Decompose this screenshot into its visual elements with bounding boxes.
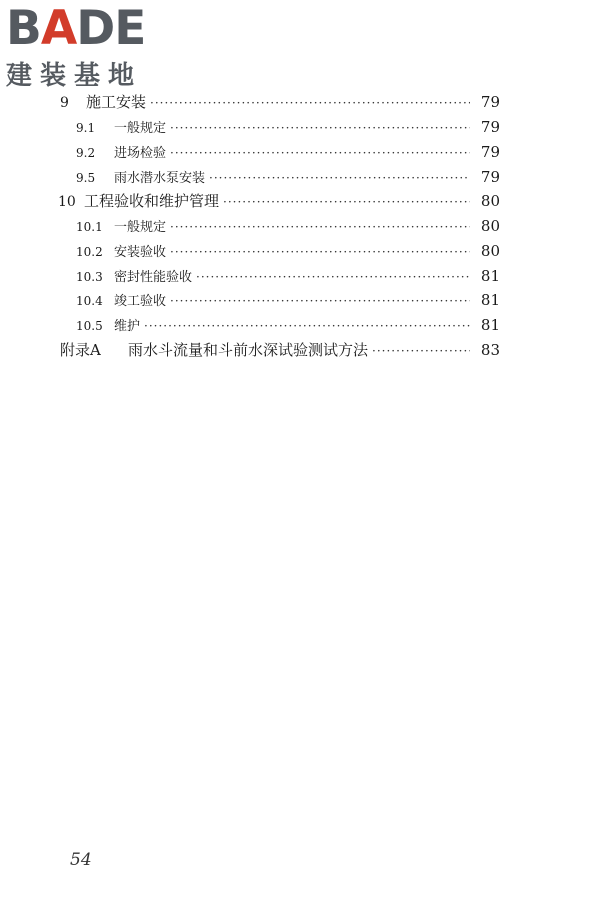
toc-entry-page: 79 [480, 93, 500, 111]
toc-entry-title: 一般规定 [114, 121, 167, 136]
toc-dot-leader [170, 240, 470, 264]
toc-dot-leader [196, 265, 470, 289]
toc-entry-page: 80 [480, 192, 500, 210]
toc-dot-leader [223, 190, 470, 214]
toc-entry-page: 80 [480, 242, 500, 260]
logo-brand-a: A [40, 1, 77, 56]
toc-entry [58, 189, 500, 213]
toc-entry-number: 10.3 [76, 270, 103, 284]
toc-dot-leader [144, 314, 470, 338]
toc-entry-number: 9 [60, 95, 69, 111]
toc-entry [76, 214, 500, 238]
toc-dot-leader [209, 166, 470, 190]
toc-entry-page: 81 [480, 291, 500, 309]
toc-entry-page: 83 [480, 341, 500, 359]
toc-entry [76, 313, 500, 337]
toc-entry-number: 10.5 [76, 319, 103, 333]
toc-dot-leader [170, 289, 470, 313]
logo-subtitle: 建装基地 [6, 61, 143, 91]
toc-entry-title: 安装验收 [114, 245, 167, 260]
logo-brand [6, 1, 178, 56]
toc-entry-title: 密封性能验收 [114, 270, 193, 285]
toc-entry-page: 79 [480, 118, 500, 136]
toc-entry-page: 79 [480, 168, 500, 186]
toc-entry [60, 338, 500, 362]
page-number: 54 [70, 850, 92, 870]
toc-entry-number: 10.1 [76, 220, 103, 234]
toc-dot-leader [150, 91, 470, 115]
toc-entry-number: 10 [58, 194, 76, 210]
toc-entry-number: 10.4 [76, 294, 103, 308]
toc-dot-leader [170, 215, 470, 239]
toc-entry [76, 115, 500, 139]
toc-entry [76, 239, 500, 263]
toc-entry-page: 80 [480, 217, 500, 235]
logo-brand-b: B [6, 1, 41, 56]
toc-entry [76, 165, 500, 189]
toc-entry-number: 9.1 [76, 121, 96, 135]
toc-entry-title: 进场检验 [114, 146, 167, 161]
toc-entry [76, 288, 500, 312]
toc-entry-number: 附录A [60, 341, 101, 359]
logo-brand-de: DE [76, 1, 146, 56]
bade-logo [6, 1, 178, 92]
toc-entry-title: 一般规定 [114, 220, 167, 235]
toc-entry-page: 81 [480, 267, 500, 285]
toc-dot-leader [372, 339, 470, 363]
toc-entry-page: 79 [480, 143, 500, 161]
toc-entry-title: 竣工验收 [114, 294, 167, 309]
toc-entry-title: 雨水斗流量和斗前水深试验测试方法 [128, 341, 369, 359]
toc-entry-title: 施工安装 [86, 93, 147, 111]
toc-entry [76, 140, 500, 164]
toc-entry-title: 雨水潜水泵安装 [114, 171, 206, 186]
toc-entry-title: 维护 [114, 319, 141, 334]
toc-entry-number: 10.2 [76, 245, 103, 259]
toc-entry-title: 工程验收和维护管理 [84, 192, 220, 210]
toc-dot-leader [170, 116, 470, 140]
toc-entry-number: 9.2 [76, 146, 96, 160]
toc-entry-number: 9.5 [76, 171, 96, 185]
toc-dot-leader [170, 141, 470, 165]
toc-entry-page: 81 [480, 316, 500, 334]
toc-entry [60, 90, 500, 114]
toc-entry [76, 264, 500, 288]
